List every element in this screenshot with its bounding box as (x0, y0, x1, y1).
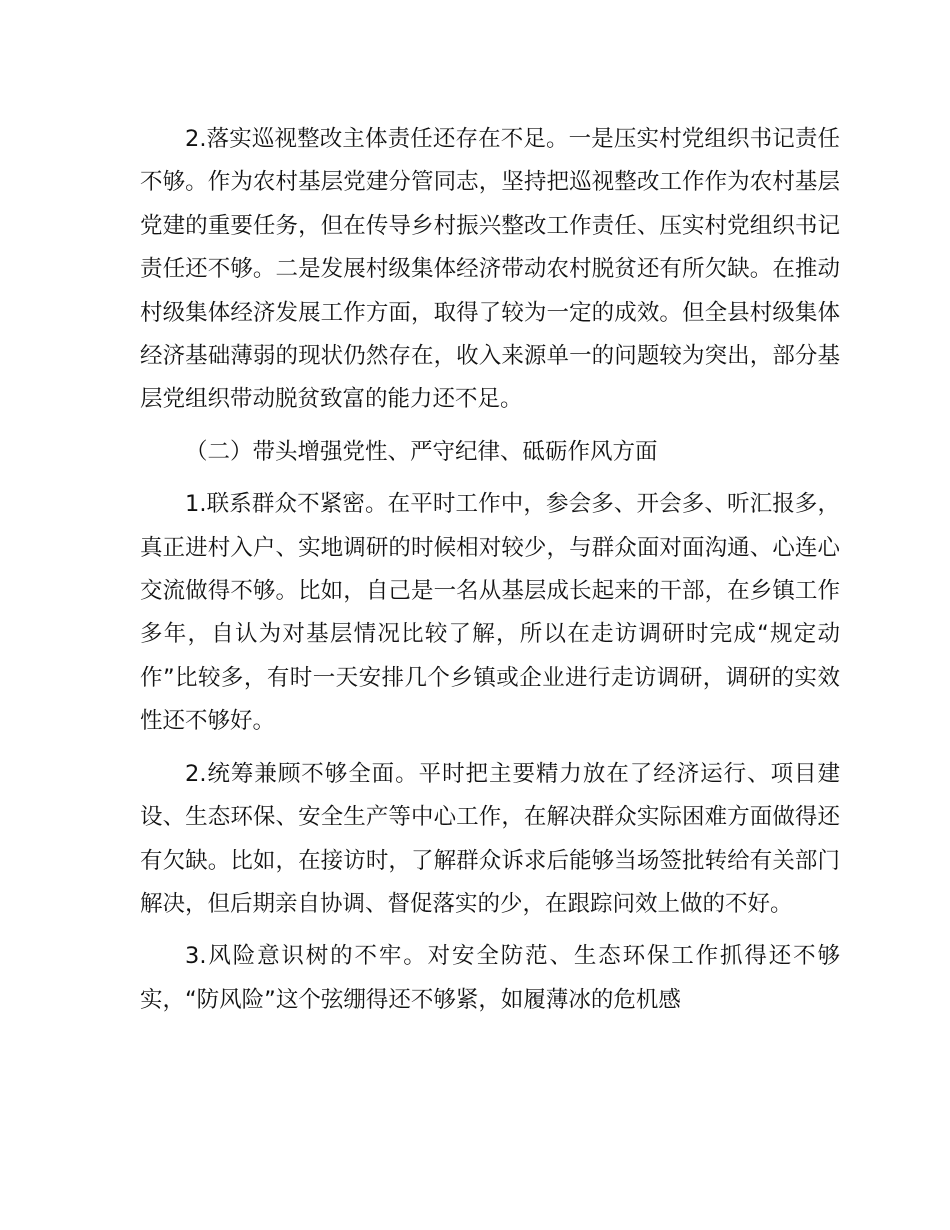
section-heading: （二）带头增强党性、严守纪律、砥砺作风方面 (185, 438, 658, 465)
paragraph-gap (140, 422, 840, 431)
paragraph-body: 2.统筹兼顾不够全面。平时把主要精力放在了经济运行、项目建设、生态环保、安全生产等中心工作，在解决群众实际困难方面做得还有欠缺。比如，在接访时，了解群众诉求后能够当场签批转给有关部门解决，但后期亲自协调、督促落实的少，在跟踪问效上做的不好。 (140, 760, 840, 917)
paragraph-body: 2.落实巡视整改主体责任还存在不足。一是压实村党组织书记责任不够。作为农村基层党建分管同志，坚持把巡视整改工作作为农村基层党建的重要任务，但在传导乡村振兴整改工作责任、压实村党组织书记责任还不够。二是发展村级集体经济带动农村脱贫还有所欠缺。在推动村级集体经济发展工作方面，取得了较为一定的成效。但全县村级集体经济基础薄弱的现状仍然存在，收入来源单一的问题较为突出，部分基层党组织带动脱贫致富的能力还不足。 (140, 126, 840, 413)
paragraph-gap (140, 744, 840, 753)
paragraph-gap (140, 926, 840, 935)
document-body (140, 118, 840, 1022)
paragraph-gap (140, 474, 840, 483)
paragraph-body: 1.联系群众不紧密。在平时工作中，参会多、开会多、听汇报多，真正进村入户、实地调研的时候相对较少，与群众面对面沟通、心连心交流做得不够。比如，自己是一名从基层成长起来的干部，在乡镇工作多年，自认为对基层情况比较了解，所以在走访调研时完成“规定动作”比较多，有时一天安排几个乡镇或企业进行走访调研，调研的实效性还不够好。 (140, 491, 840, 735)
paragraph-body: 3.风险意识树的不牢。对安全防范、生态环保工作抓得还不够实，“防风险”这个弦绷得还不够紧，如履薄冰的危机感 (140, 943, 840, 1013)
